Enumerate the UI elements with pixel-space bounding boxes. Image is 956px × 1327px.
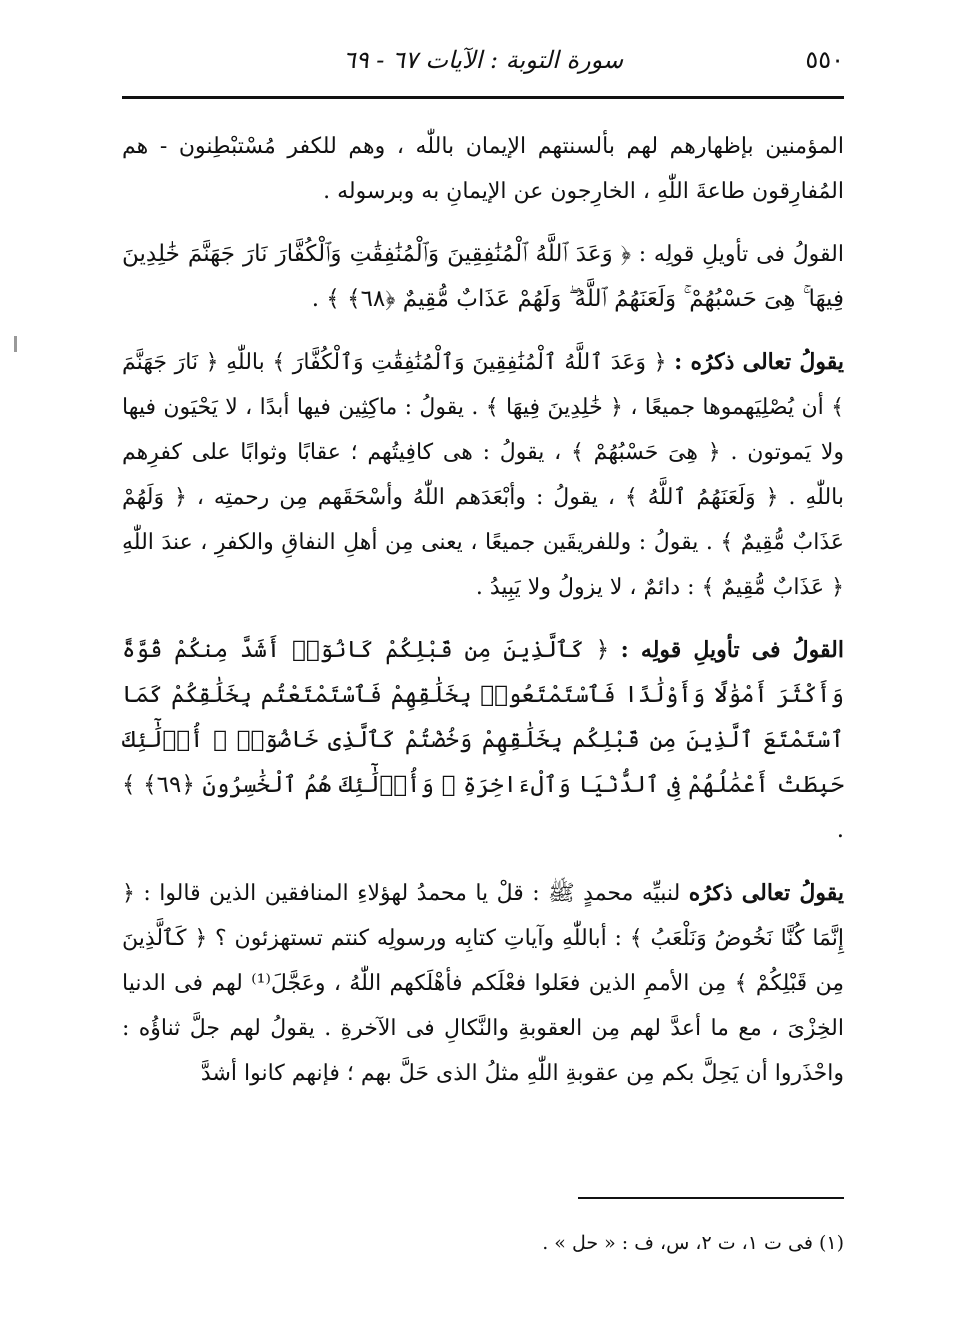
page-number: ٥٥٠ <box>805 46 844 74</box>
paragraph-5 <box>122 871 844 1096</box>
paragraph-5-text: لنبيِّه محمدٍ ﷺ : قلْ يا محمدُ لهؤلاءِ المنافقين الذين قالوا : ﴿ إِنَّمَا كُنَّا نَخُوضُ وَنَلْعَبُ ﴾ : أباللّٰهِ وآياتِ كتابِه ورسولِه كنتم تستهزئون ؟ ﴿ كَٱلَّذِينَ مِن قَبْلِكُمْ ﴾ مِن الأممِ الذين فعَلوا فعْلَكم فأهْلَكهم اللّٰهُ ، وعَجَّلَ⁽¹⁾ لهم فى الدنيا الخِزْىَ ، مع ما أعدَّ لهم مِن العقوبةِ والنَّكالِ فى الآخرةِ . يقولُ لهم جلَّ ثناؤُه : واحْذَروا أن يَحِلَّ بكم مِن عقوبةِ اللّٰهِ مثلُ الذى حَلَّ بهم ؛ فإنهم كانوا أشدَّ <box>122 881 844 1086</box>
page-header <box>122 40 844 92</box>
paragraph-1: المؤمنين بإظهارهم لهم بألسنتهم الإيمان باللّٰه ، وهم للكفر مُسْتبْطِنون - هم المُفارِقون طاعةَ اللّٰهِ ، الخارِجون عن الإيمانِ به وبرسوله . <box>122 134 844 204</box>
quran-verse-68: ﴿ وَعَدَ ٱللَّهُ ٱلْمُنَٰفِقِينَ وَٱلْمُنَٰفِقَٰتِ وَٱلْكُفَّارَ نَارَ جَهَنَّمَ خَٰلِدِينَ فِيهَا ۚ هِىَ حَسْبُهُمْ ۚ وَلَعَنَهُمُ ٱللَّهُ ۖ وَلَهُمْ عَذَابٌ مُّقِيمٌ ﴿٦٨﴾ ﴾ . <box>122 241 844 312</box>
quran-verse-69: ﴿ كَٱلَّذِينَ مِن قَبْلِكُمْ كَانُوٓا۟ أَشَدَّ مِنكُمْ قُوَّةً وَأَكْثَرَ أَمْوَٰلًا وَأَوْلَٰدًا فَٱسْتَمْتَعُوا۟ بِخَلَٰقِهِمْ فَٱسْتَمْتَعْتُم بِخَلَٰقِكُمْ كَمَا ٱسْتَمْتَعَ ٱلَّذِينَ مِن قَبْلِكُم بِخَلَٰقِهِمْ وَخُضْتُمْ كَٱلَّذِى خَاضُوٓا۟ ۚ أُو۟لَٰٓئِكَ حَبِطَتْ أَعْمَٰلُهُمْ فِى ٱلدُّنْيَا وَٱلْءَاخِرَةِ ۖ وَأُو۟لَٰٓئِكَ هُمُ ٱلْخَٰسِرُونَ ﴿٦٩﴾ ﴾ . <box>122 637 844 843</box>
header-rule <box>122 96 844 99</box>
paragraph-4 <box>122 628 844 853</box>
scan-edge-mark <box>14 336 17 352</box>
footnote: (١) فى ت ١، ت ٢، س، ف : « حل » . <box>542 1232 844 1254</box>
paragraph-3-text: ﴿ وَعَدَ ٱللَّهُ ٱلْمُنَٰفِقِينَ وَٱلْمُنَٰفِقَٰتِ وَٱلْكُفَّارَ ﴾ باللّٰهِ ﴿ نَارَ جَهَنَّمَ ﴾ أن يُصْلِيَهموها جميعًا ، ﴿ خَٰلِدِينَ فِيهَا ﴾ . يقولُ : ماكِثِين فيها أبدًا ، لا يَحْيَون فيها ولا يَموتون . ﴿ هِىَ حَسْبُهُمْ ﴾ ، يقولُ : هى كافِيتُهم ؛ عقابًا وثوابًا على كفرِهم باللّٰهِ . ﴿ وَلَعَنَهُمُ ٱللَّهُ ﴾ ، يقولُ : وأبْعَدَهم اللّٰهُ وأسْحَقَهم مِن رحمتِه ، ﴿ وَلَهُمْ عَذَابٌ مُّقِيمٌ ﴾ . يقولُ : وللفريقَين جميعًا ، يعنى مِن أهلِ النفاقِ والكفرِ ، عندَ اللّٰهِ ﴿ عَذَابٌ مُّقِيمٌ ﴾ : دائمٌ ، لا يزولُ ولا يَبِيدُ . <box>122 350 844 600</box>
footnote-rule <box>578 1197 844 1199</box>
paragraph-5-intro: يقولُ تعالى ذكرُه <box>688 880 844 906</box>
paragraph-3-intro: يقولُ تعالى ذكرُه : <box>674 349 844 375</box>
paragraph-3 <box>122 340 844 610</box>
paragraph-2-intro: القولُ فى تأويلِ قولِه : <box>638 242 844 267</box>
running-title: سورة التوبة : الآيات ٦٧ - ٦٩ <box>342 46 624 74</box>
paragraph-2 <box>122 232 844 322</box>
paragraph-4-intro: القولُ فى تأويلِ قولِه : <box>620 637 844 663</box>
page-body <box>122 124 844 1114</box>
